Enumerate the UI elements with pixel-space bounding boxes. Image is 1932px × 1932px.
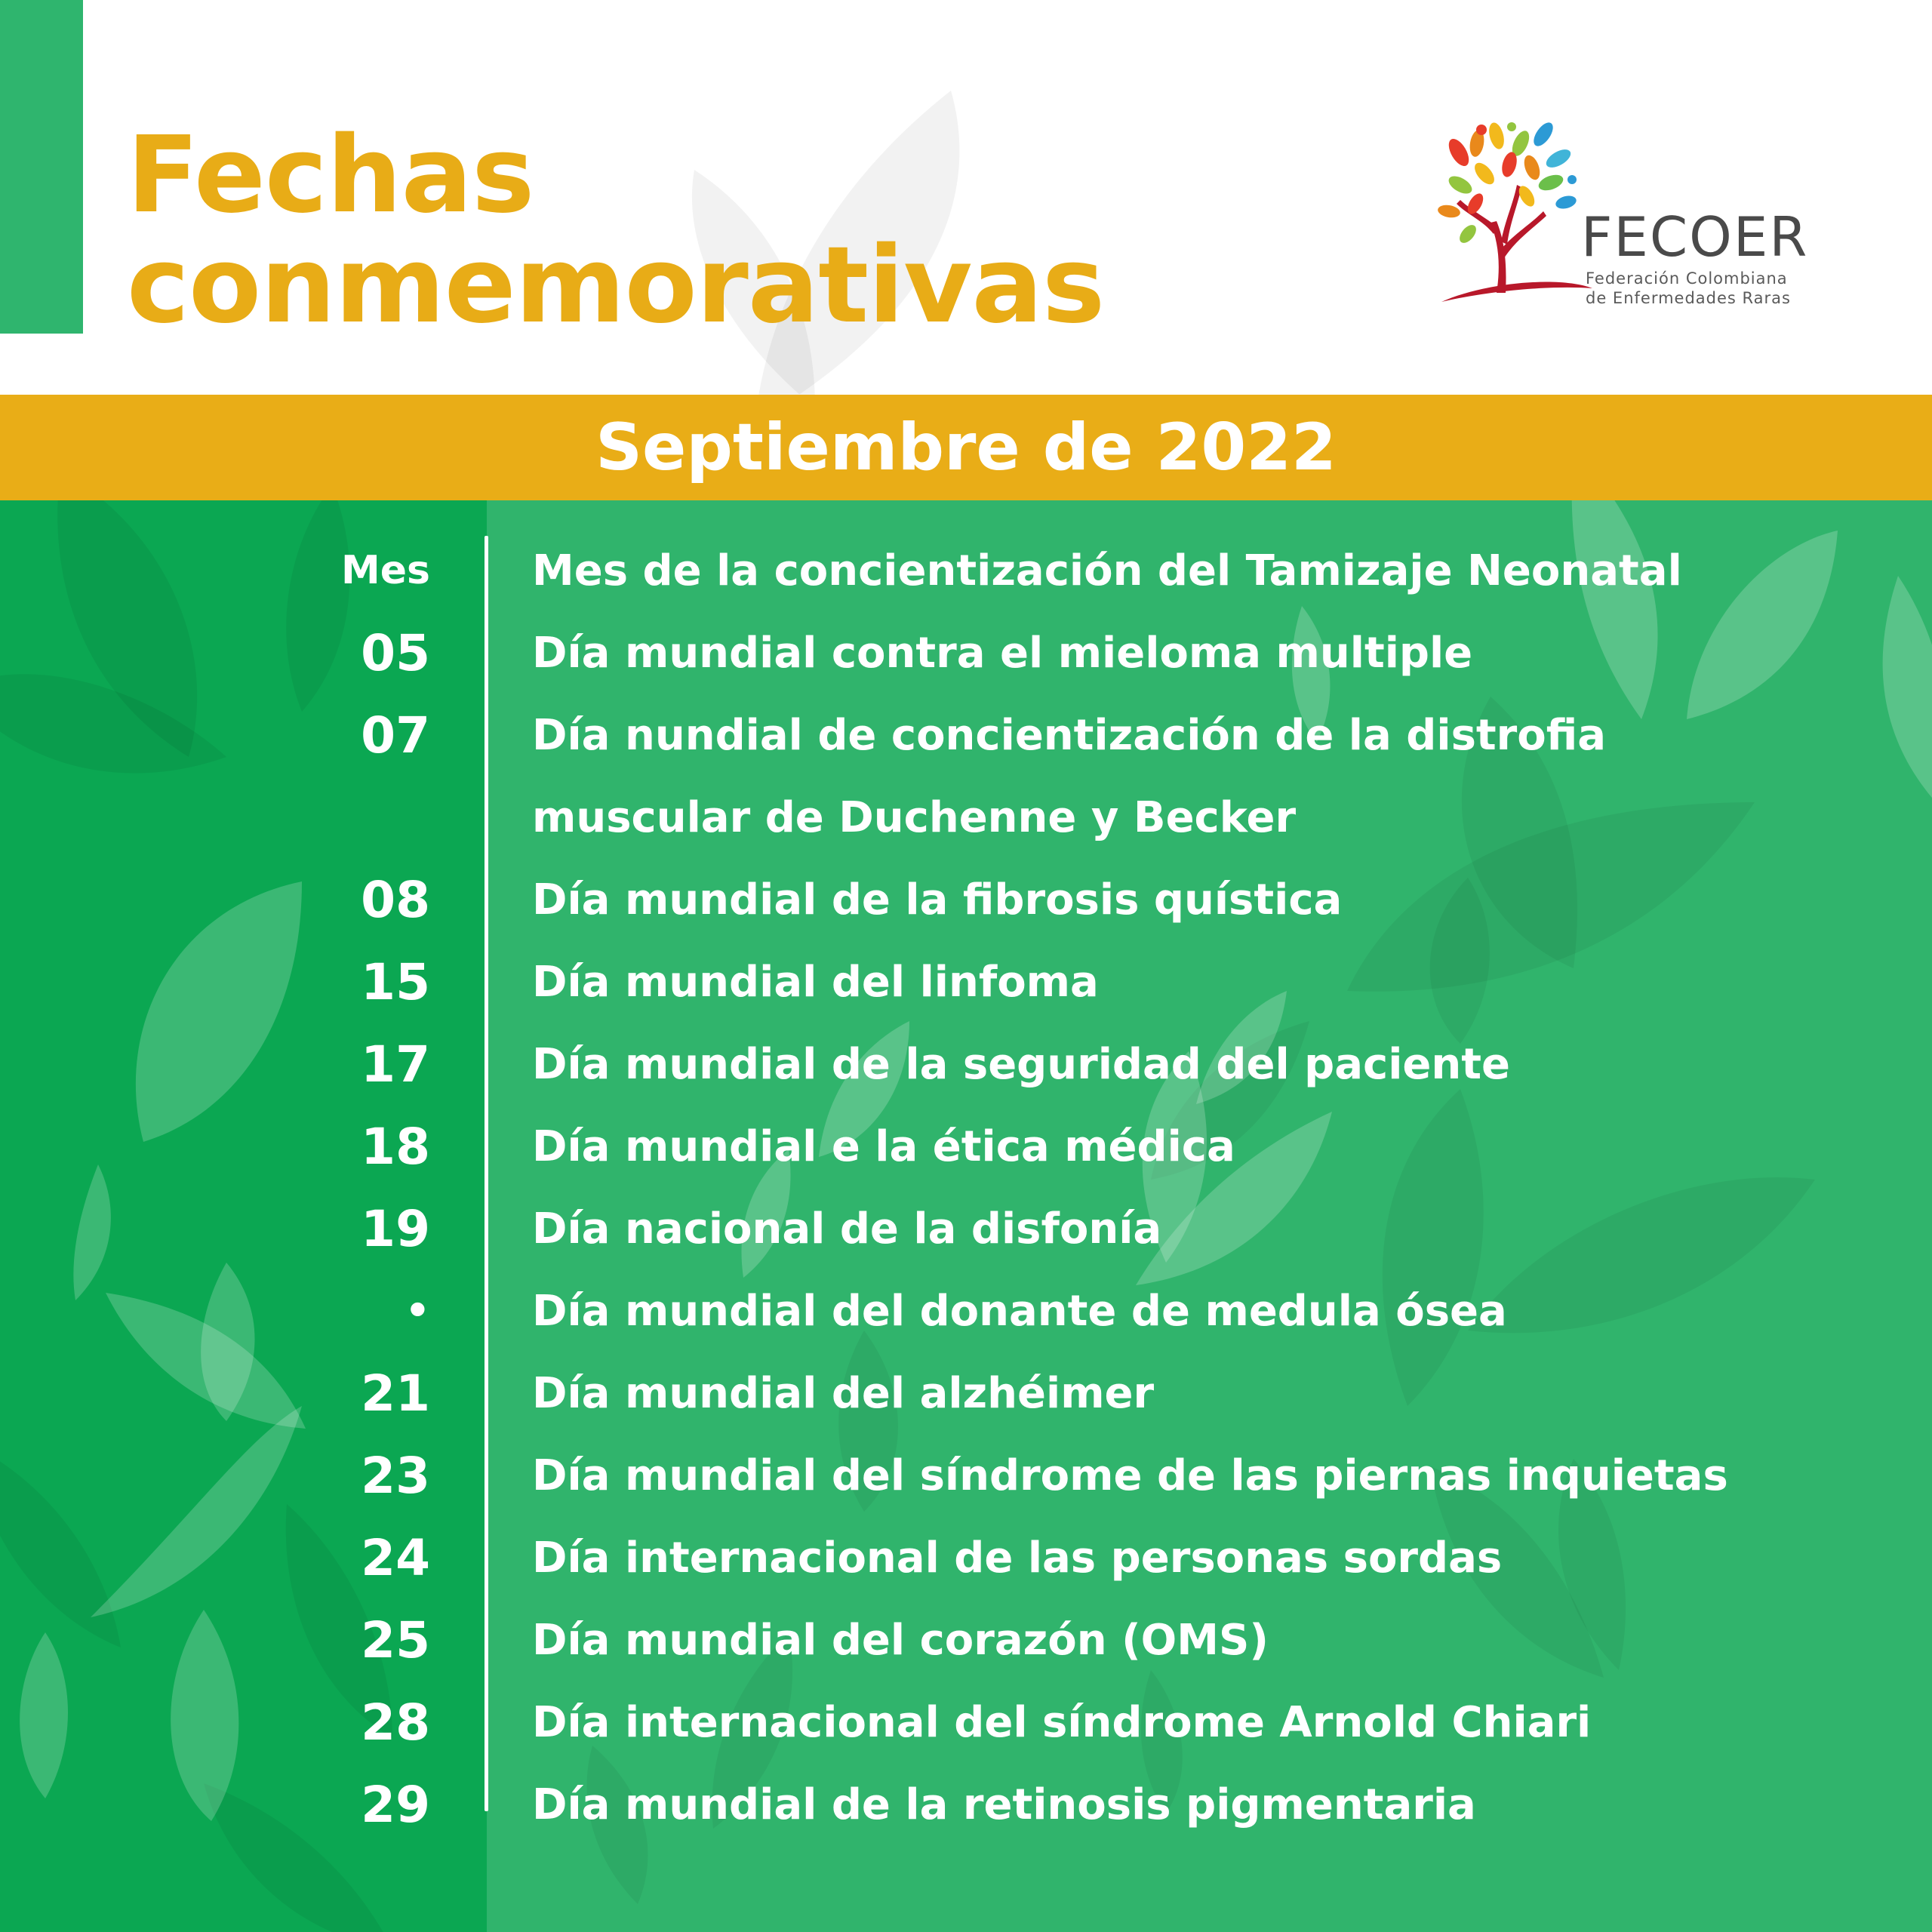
event-description-line: Día internacional del síndrome Arnold Chiari [532, 1698, 1592, 1747]
event-date: 29 [361, 1776, 430, 1834]
event-description-line: Día mundial del alzhéimer [532, 1369, 1155, 1418]
event-description [532, 1764, 1740, 1846]
event-date: 15 [361, 953, 430, 1011]
event-description [532, 1352, 1740, 1435]
logo-subtitle-line-1: Federación Colombiana [1586, 269, 1788, 288]
page-title [127, 114, 1105, 347]
event-description-line: Día mundial de la retinosis pigmentaria [532, 1780, 1476, 1829]
event-date: Mes [341, 548, 430, 593]
event-row-29 [0, 1764, 1932, 1846]
logo-subtitle-line-2: de Enfermedades Raras [1586, 289, 1791, 307]
event-description-line: Día nacional de la disfonía [532, 1204, 1162, 1254]
event-description [532, 530, 1740, 612]
event-description-line: Día mundial del síndrome de las piernas inquietas [532, 1451, 1728, 1500]
event-date: 05 [361, 624, 430, 682]
event-date: 17 [361, 1035, 430, 1094]
event-row-18 [0, 1106, 1932, 1188]
event-description-line: Día mundial e la ética médica [532, 1122, 1235, 1171]
event-description [532, 1681, 1740, 1764]
event-row-mes [0, 530, 1932, 612]
event-description [532, 612, 1740, 694]
event-date: 08 [361, 871, 430, 929]
title-line-1: Fechas [127, 114, 534, 237]
event-description [532, 1106, 1740, 1188]
event-description-line: Día mundial del corazón (OMS) [532, 1616, 1269, 1665]
event-description-line: Mes de la concientización del Tamizaje Neonatal [532, 546, 1682, 595]
logo-wordmark: FECOER [1581, 205, 1809, 269]
event-date: 25 [361, 1611, 430, 1669]
event-description [532, 859, 1740, 941]
event-date-bullet: • [405, 1288, 430, 1334]
green-accent-tab [0, 0, 83, 334]
event-date: 18 [361, 1118, 430, 1176]
event-description-line: muscular de Duchenne y Becker [532, 793, 1297, 842]
event-description-line: Día mundial del linfoma [532, 958, 1099, 1007]
event-row-08 [0, 859, 1932, 941]
event-row-28 [0, 1681, 1932, 1764]
month-banner-label: Septiembre de 2022 [595, 410, 1337, 485]
event-date: 07 [361, 706, 430, 764]
event-description [532, 1188, 1740, 1270]
event-row-05 [0, 612, 1932, 694]
event-description-line: Día mundial contra el mieloma multiple [532, 629, 1473, 678]
month-banner [0, 395, 1932, 500]
event-row-21 [0, 1352, 1932, 1435]
event-row-17 [0, 1023, 1932, 1106]
event-description-line: Día mundial del donante de medula ósea [532, 1287, 1507, 1336]
event-row-25 [0, 1599, 1932, 1681]
event-description [532, 941, 1740, 1023]
event-row-24 [0, 1517, 1932, 1599]
event-description [532, 1270, 1740, 1352]
event-description [532, 1599, 1740, 1681]
event-row-23 [0, 1435, 1932, 1517]
event-description [532, 694, 1740, 859]
title-line-2: conmemorativas [127, 224, 1105, 347]
fecoer-logo [1438, 121, 1815, 309]
event-description-line: Día mundial de la fibrosis quística [532, 875, 1343, 924]
event-description [532, 1023, 1740, 1106]
event-description [532, 1517, 1740, 1599]
event-date: 23 [361, 1447, 430, 1505]
event-row-19 [0, 1188, 1932, 1270]
event-date: 28 [361, 1694, 430, 1752]
event-row-15 [0, 941, 1932, 1023]
event-row-07 [0, 694, 1932, 859]
event-date: 19 [361, 1200, 430, 1258]
event-date: 24 [361, 1529, 430, 1587]
event-description-line: Día nundial de concientización de la distrofia [532, 711, 1607, 760]
tree-logo-icon [1438, 121, 1596, 309]
event-description [532, 1435, 1740, 1517]
event-description-line: Día mundial de la seguridad del paciente [532, 1040, 1511, 1089]
event-description-line: Día internacional de las personas sordas [532, 1534, 1503, 1583]
events-list [0, 530, 1932, 1846]
event-row-bullet [0, 1270, 1932, 1352]
event-date: 21 [361, 1364, 430, 1423]
logo-subtitle [1586, 269, 1791, 308]
